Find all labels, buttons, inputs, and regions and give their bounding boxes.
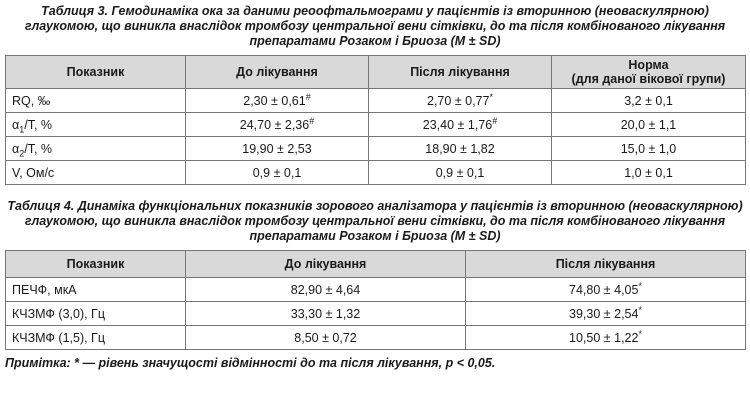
table3-cell-before: [186, 113, 369, 137]
row-label-main: V, Ом/с: [12, 165, 55, 180]
table4-caption: Таблиця 4. Динаміка функціональних показників зорового аналізатора у пацієнтів із вторинною (неоваскулярною) глаукомою, що виникла внаслідок тромбозу центральної вени сітківки, до та після комбінованого лікування препаратами Розаком і Бриоза (M ± SD): [7, 199, 743, 243]
cell-value: 10,50 ± 1,22: [569, 330, 639, 345]
cell-value: 0,9 ± 0,1: [435, 165, 485, 180]
table3-cell-norm: 20,0 ± 1,1: [552, 113, 746, 137]
table3-row-label: [6, 137, 186, 161]
table3-cell-before: [186, 161, 369, 185]
cell-value: 2,30 ± 0,61: [243, 93, 306, 108]
cell-value: 74,80 ± 4,05: [569, 282, 639, 297]
row-label-tail: /T, %: [24, 141, 53, 156]
significance-mark: *: [489, 91, 493, 102]
table3-header-norm: [552, 56, 746, 89]
table3: [5, 55, 746, 185]
table-row: [6, 89, 746, 113]
significance-mark: #: [305, 91, 311, 102]
table3-header-norm-line2: (для даної вікової групи): [571, 72, 726, 86]
table3-header-after: Після лікування: [369, 56, 552, 89]
cell-value: 24,70 ± 2,36: [239, 117, 310, 132]
table-row: [6, 302, 746, 326]
significance-mark: *: [638, 280, 642, 291]
table3-row-label: [6, 113, 186, 137]
table-row: [6, 113, 746, 137]
table3-cell-after: [369, 161, 552, 185]
table4-row-label: КЧЗМФ (3,0), Гц: [6, 302, 186, 326]
table4-cell-before: 82,90 ± 4,64: [186, 278, 466, 302]
row-label-main: RQ, ‰: [12, 93, 51, 108]
table3-row-label: [6, 89, 186, 113]
table4-cell-after: [466, 278, 746, 302]
cell-value: 23,40 ± 1,76: [422, 117, 493, 132]
table4: [5, 250, 746, 350]
table4-cell-after: [466, 326, 746, 350]
cell-value: 2,70 ± 0,77: [427, 93, 490, 108]
table-row: [6, 161, 746, 185]
table-row: [6, 326, 746, 350]
table4-header-row: [6, 251, 746, 278]
table4-row-label: ПЕЧФ, мкА: [6, 278, 186, 302]
table3-cell-norm: 3,2 ± 0,1: [552, 89, 746, 113]
table4-cell-before: 33,30 ± 1,32: [186, 302, 466, 326]
table3-header-norm-line1: Норма: [628, 58, 669, 72]
table4-header-indicator: Показник: [6, 251, 186, 278]
table3-header-indicator: Показник: [6, 56, 186, 89]
row-label-tail: /T, %: [24, 117, 53, 132]
table4-header-before: До лікування: [186, 251, 466, 278]
footnote: Примітка: * — рівень значущості відмінності до та після лікування, р < 0,05.: [5, 356, 496, 370]
table3-row-label: [6, 161, 186, 185]
significance-mark: #: [309, 115, 315, 126]
table4-cell-before: 8,50 ± 0,72: [186, 326, 466, 350]
significance-mark: *: [638, 328, 642, 339]
table4-cell-after: [466, 302, 746, 326]
row-label-main: α: [12, 117, 20, 132]
table3-cell-norm: 15,0 ± 1,0: [552, 137, 746, 161]
table3-header-row: [6, 56, 746, 89]
significance-mark: #: [492, 115, 498, 126]
row-label-sub: 2: [19, 148, 25, 158]
row-label-sub: 1: [19, 124, 25, 134]
row-label-main: α: [12, 141, 20, 156]
table3-cell-after: [369, 137, 552, 161]
cell-value: 39,30 ± 2,54: [569, 306, 639, 321]
table3-cell-after: [369, 113, 552, 137]
table-row: [6, 137, 746, 161]
table3-cell-before: [186, 137, 369, 161]
table3-cell-after: [369, 89, 552, 113]
table3-caption: Таблиця 3. Гемодинаміка ока за даними реоофтальмограми у пацієнтів із вторинною (неоваскулярною) глаукомою, що виникла внаслідок тромбозу центральної вени сітківки, до та після комбінованого лікування препаратами Розаком і Бриозa (M ± SD): [24, 4, 726, 48]
table4-row-label: КЧЗМФ (1,5), Гц: [6, 326, 186, 350]
cell-value: 19,90 ± 2,53: [242, 141, 312, 156]
cell-value: 18,90 ± 1,82: [425, 141, 495, 156]
table-row: [6, 278, 746, 302]
table3-cell-before: [186, 89, 369, 113]
table3-header-before: До лікування: [186, 56, 369, 89]
cell-value: 0,9 ± 0,1: [252, 165, 302, 180]
significance-mark: *: [638, 304, 642, 315]
table3-cell-norm: 1,0 ± 0,1: [552, 161, 746, 185]
table4-header-after: Після лікування: [466, 251, 746, 278]
